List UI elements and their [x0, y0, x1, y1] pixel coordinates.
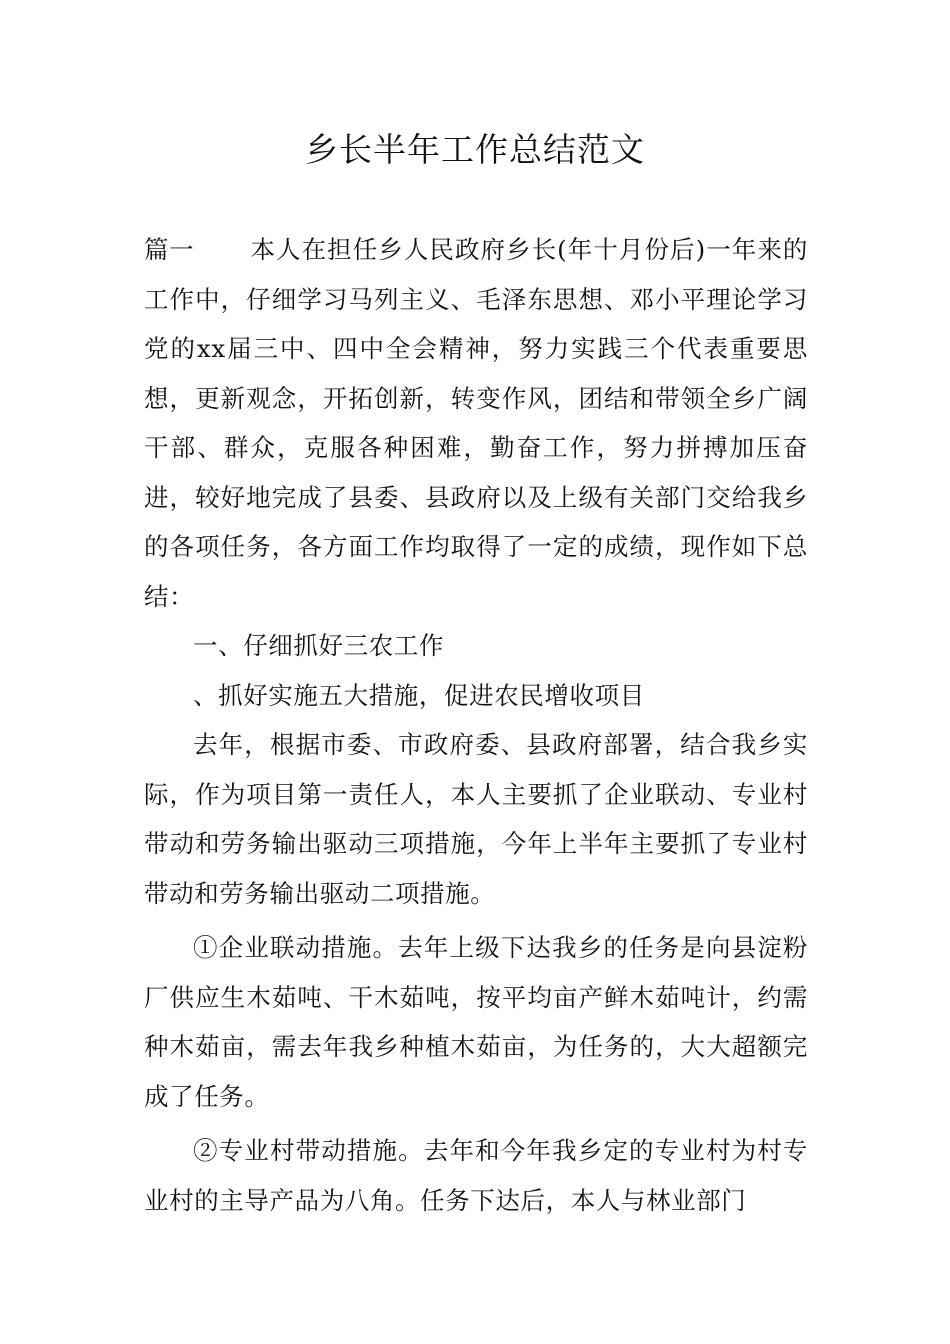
subsection-heading: 、抓好实施五大措施，促进农民增收项目 — [193, 680, 645, 710]
section-label: 篇一 — [144, 235, 195, 264]
body-paragraph: ②专业村带动措施。去年和今年我乡定的专业村为村专业村的主导产品为八角。任务下达后，本人与林业部门 — [144, 1136, 808, 1215]
body-paragraph: 去年，根据市委、市政府委、县政府部署，结合我乡实际，作为项目第一责任人，本人主要抓了企业联动、专业村带动和劳务输出驱动三项措施，今年上半年主要抓了专业村带动和劳务输出驱动二项措施。 — [144, 730, 808, 908]
intro-text: 本人在担任乡人民政府乡长(年十月份后)一年来的工作中，仔细学习马列主义、毛泽东思想、邓小平理论学习党的xx届三中、四中全会精神，努力实践三个代表重要思想，更新观念，开拓创新，转变作风，团结和带领全乡广阔干部、群众，克服各种困难，勤奋工作，努力拼搏加压奋进，较好地完成了县委、县政府以及上级有关部门交给我乡的各项任务，各方面工作均取得了一定的成绩，现作如下总结： — [144, 235, 808, 611]
body-paragraph: ①企业联动措施。去年上级下达我乡的任务是向县淀粉厂供应生木茹吨、干木茹吨，按平均亩产鲜木茹吨计，约需种木茹亩，需去年我乡种植木茹亩，为任务的，大大超额完成了任务。 — [144, 933, 808, 1111]
section-heading: 一、仔细抓好三农工作 — [193, 631, 444, 660]
document-title: 乡长半年工作总结范文 — [305, 130, 645, 169]
intro-paragraph — [144, 225, 808, 621]
document-body — [144, 225, 808, 1225]
